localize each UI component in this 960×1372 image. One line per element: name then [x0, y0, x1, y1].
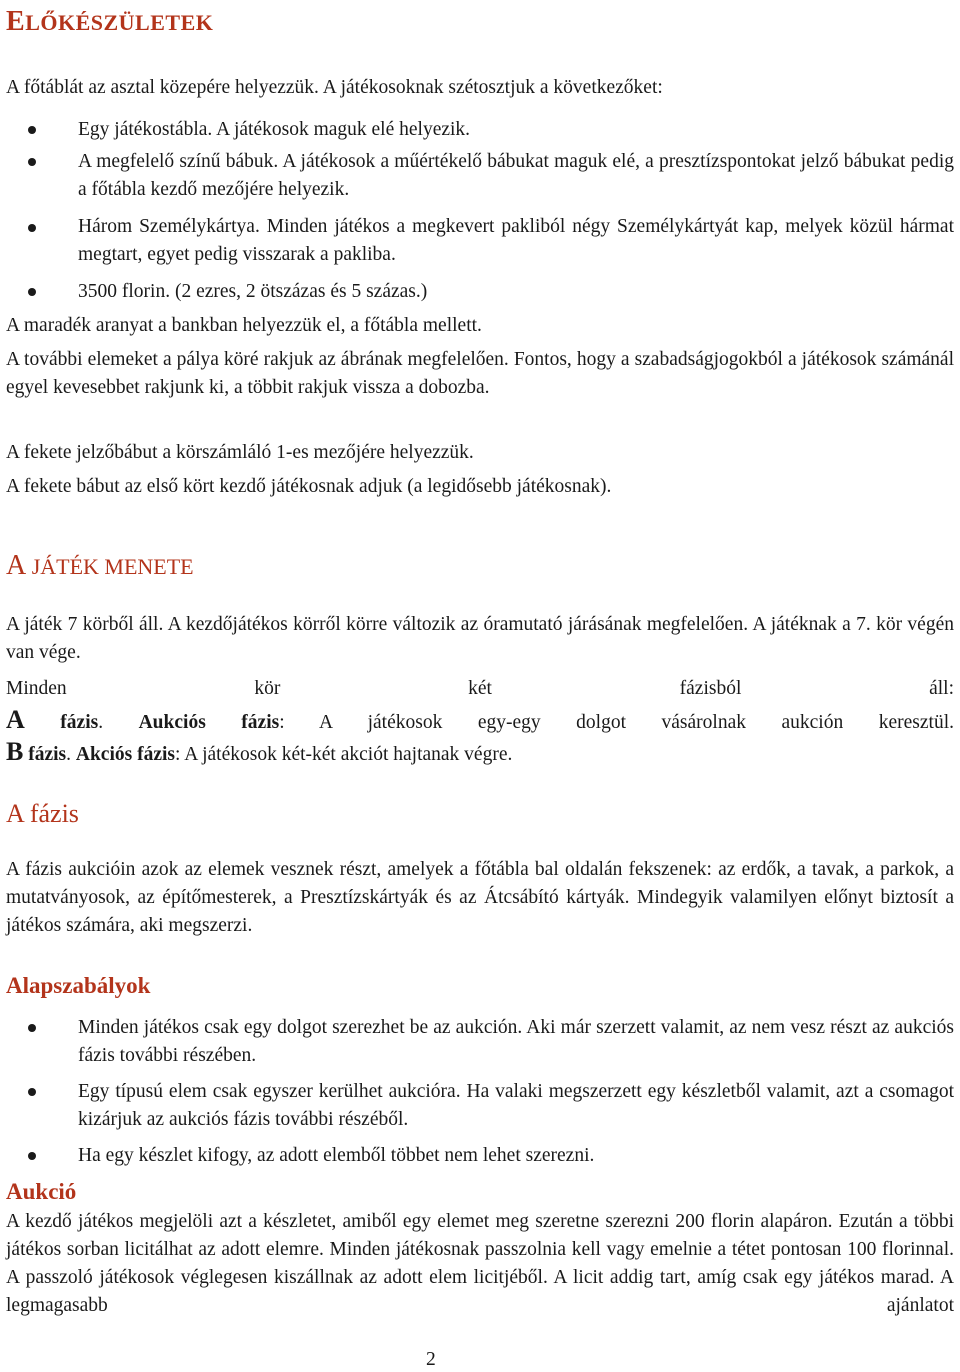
rounds-line: Minden kör két fázisból áll: — [6, 678, 954, 699]
phase-b-text: : A játékosok két-két akciót hajtanak végre. — [175, 744, 513, 765]
setup-item: Három Személykártya. Minden játékos a megkevert pakliból négy Személykártyát kap, melyek közül hármat megtart, egyet pedig visszarak a pakliba. — [78, 216, 954, 265]
heading-basic-rules: Alapszabályok — [6, 973, 151, 998]
auction-paragraph: A kezdő játékos megjelöli azt a készletet, amiből egy elemet meg szeretne szerezni 200 florin alapáron. Ezután a többi játékos sorban licitálhat az adott elemre. Minden játékosnak passzolnia kell vagy emelnie a tétet pontosan 100 florinnal. A passzoló játékosok véglegesen kiszállnak az adott elem licitjéből. A licit addig tart, amíg csak egy játékos marad. A legmagasabb ajánlatot — [6, 1211, 954, 1316]
setup-item: Egy játékostábla. A játékosok maguk elé helyezik. — [78, 119, 471, 140]
rule-item: Minden játékos csak egy dolgot szerezhet be az aukción. Aki már szerzett valamit, az nem vesz részt az aukciós fázis további részében. — [78, 1017, 954, 1066]
bullet-icon — [28, 288, 36, 296]
rule-item: Egy típusú elem csak egyszer kerülhet aukcióra. Ha valaki megszerzett egy készletből valamit, azt a csomagot kizárjuk az aukciós fázis további részéből. — [78, 1081, 954, 1130]
phase-a-text: : A játékosok egy-egy dolgot vásárolnak aukción keresztül. — [279, 712, 954, 733]
phase-b-label: fázis — [23, 744, 67, 765]
bullet-icon — [28, 1024, 36, 1032]
heading-game-flow — [6, 546, 194, 587]
setup-paragraph: A további elemeket a pálya köré rakjuk az ábrának megfelelően. Fontos, hogy a szabadságjogokból a játékosok számánál egyel kevesebbet rakjunk ki, a többit rakjuk vissza a dobozba. — [6, 349, 954, 398]
phase-b-letter: B — [6, 737, 24, 766]
bullet-icon — [28, 224, 36, 232]
bullet-icon — [28, 1088, 36, 1096]
phase-a-letter: A — [6, 705, 25, 734]
phase-a-name: Aukciós fázis — [138, 712, 280, 733]
setup-paragraph: A fekete jelzőbábut a körszámláló 1-es mezőjére helyezzük. — [6, 442, 474, 463]
heading-auction: Aukció — [6, 1179, 77, 1204]
heading-first-letter: A — [6, 550, 32, 581]
phase-a-paragraph: A fázis aukcióin azok az elemek vesznek részt, amelyek a főtábla bal oldalán fekszenek: az erdők, a tavak, a parkok, a mutatványosok, az építőmesterek, a Presztízskártyák és az Átcsábító kártyák. Mindegyik valamilyen előnyt biztosít a játékos számára, aki megszerzi. — [6, 859, 954, 936]
page-number: 2 — [426, 1349, 436, 1370]
game-intro-paragraph: A játék 7 körből áll. A kezdőjátékos körről körre változik az óramutató járásának megfelelően. A játéknak a 7. kör végén van vége. — [6, 614, 954, 663]
phase-b-name: Akciós fázis — [75, 744, 175, 765]
intro-paragraph: A főtáblát az asztal közepére helyezzük. A játékosoknak szétosztjuk a következőket: — [6, 77, 663, 98]
phase-a-dot: . — [98, 712, 139, 733]
bullet-icon — [28, 1152, 36, 1160]
setup-item: 3500 florin. (2 ezres, 2 ötszázas és 5 százas.) — [78, 281, 428, 302]
heading-rest: JÁTÉK MENETE — [31, 554, 194, 579]
heading-preparations — [6, 2, 213, 43]
heading-rest: LŐKÉSZÜLETEK — [25, 10, 214, 35]
phase-a-line — [6, 706, 954, 737]
setup-paragraph: A maradék aranyat a bankban helyezzük el, a főtábla mellett. — [6, 315, 482, 336]
setup-paragraph: A fekete bábut az első kört kezdő játékosnak adjuk (a legidősebb játékosnak). — [6, 476, 612, 497]
setup-item: A megfelelő színű bábuk. A játékosok a műértékelő bábukat maguk elé, a presztízspontokat jelző bábukat pedig a főtábla kezdő mezőjére helyezik. — [78, 151, 954, 200]
bullet-icon — [28, 158, 36, 166]
phase-b-dot: . — [66, 744, 76, 765]
heading-phase-a: A fázis — [6, 799, 79, 828]
phase-b-line — [6, 738, 954, 769]
rule-item: Ha egy készlet kifogy, az adott elemből többet nem lehet szerezni. — [78, 1145, 595, 1166]
heading-first-letter: E — [6, 6, 26, 37]
phase-a-label: fázis — [24, 712, 99, 733]
bullet-icon — [28, 126, 36, 134]
